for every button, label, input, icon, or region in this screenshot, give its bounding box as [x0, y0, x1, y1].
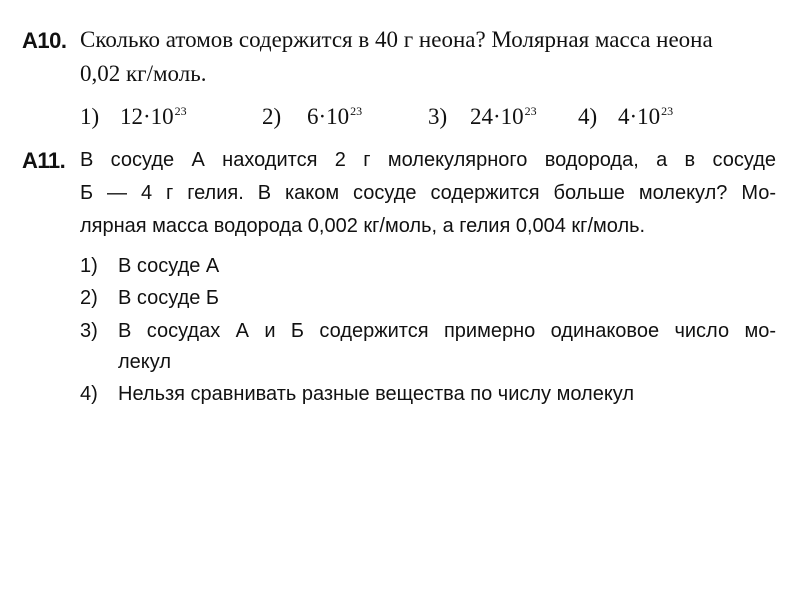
question-a11-line3: лярная масса водорода 0,002 кг/моль, а гелия 0,004 кг/моль.	[80, 215, 646, 237]
question-a11-line1: В сосуде А находится 2 г молекулярного водорода, а в сосуде	[80, 149, 776, 171]
a10-option-2-base: 6·10	[307, 104, 350, 129]
a10-option-4	[618, 105, 673, 128]
a11-option-3-text: В сосудах А и Б содержится примерно одинаковое число мо-	[118, 320, 776, 342]
a11-option-1-text: В сосуде А	[118, 255, 220, 277]
a10-option-1-number: 1)	[80, 104, 100, 129]
a10-option-3	[470, 105, 537, 128]
a11-option-3-continuation: лекул	[118, 351, 171, 373]
a10-option-1	[120, 105, 187, 128]
question-number-a11: A11.	[22, 148, 66, 173]
a10-option-2-number: 2)	[262, 104, 282, 129]
a10-option-4-base: 4·10	[618, 104, 661, 129]
a11-option-2-text: В сосуде Б	[118, 287, 220, 309]
a11-option-2-number: 2)	[80, 287, 98, 309]
question-a10-line2: 0,02 кг/моль.	[80, 61, 207, 86]
a10-option-2-exp: 23	[350, 104, 363, 118]
a10-option-3-base: 24·10	[470, 104, 524, 129]
a11-option-1-number: 1)	[80, 255, 98, 277]
question-number-a10: A10.	[22, 28, 67, 53]
a10-option-4-exp: 23	[661, 104, 674, 118]
a11-option-4-number: 4)	[80, 383, 98, 405]
a11-option-3-number: 3)	[80, 320, 98, 342]
a10-option-1-exp: 23	[174, 104, 187, 118]
a10-option-2	[307, 105, 362, 128]
a10-option-3-exp: 23	[524, 104, 537, 118]
question-a10-line1: Сколько атомов содержится в 40 г неона? Молярная масса неона	[80, 27, 713, 52]
a10-option-4-number: 4)	[578, 104, 598, 129]
a10-option-1-base: 12·10	[120, 104, 174, 129]
question-a11-line2: Б — 4 г гелия. В каком сосуде содержится больше молекул? Мо-	[80, 182, 776, 204]
a11-option-4-text: Нельзя сравнивать разные вещества по числу молекул	[118, 383, 635, 405]
a10-option-3-number: 3)	[428, 104, 448, 129]
